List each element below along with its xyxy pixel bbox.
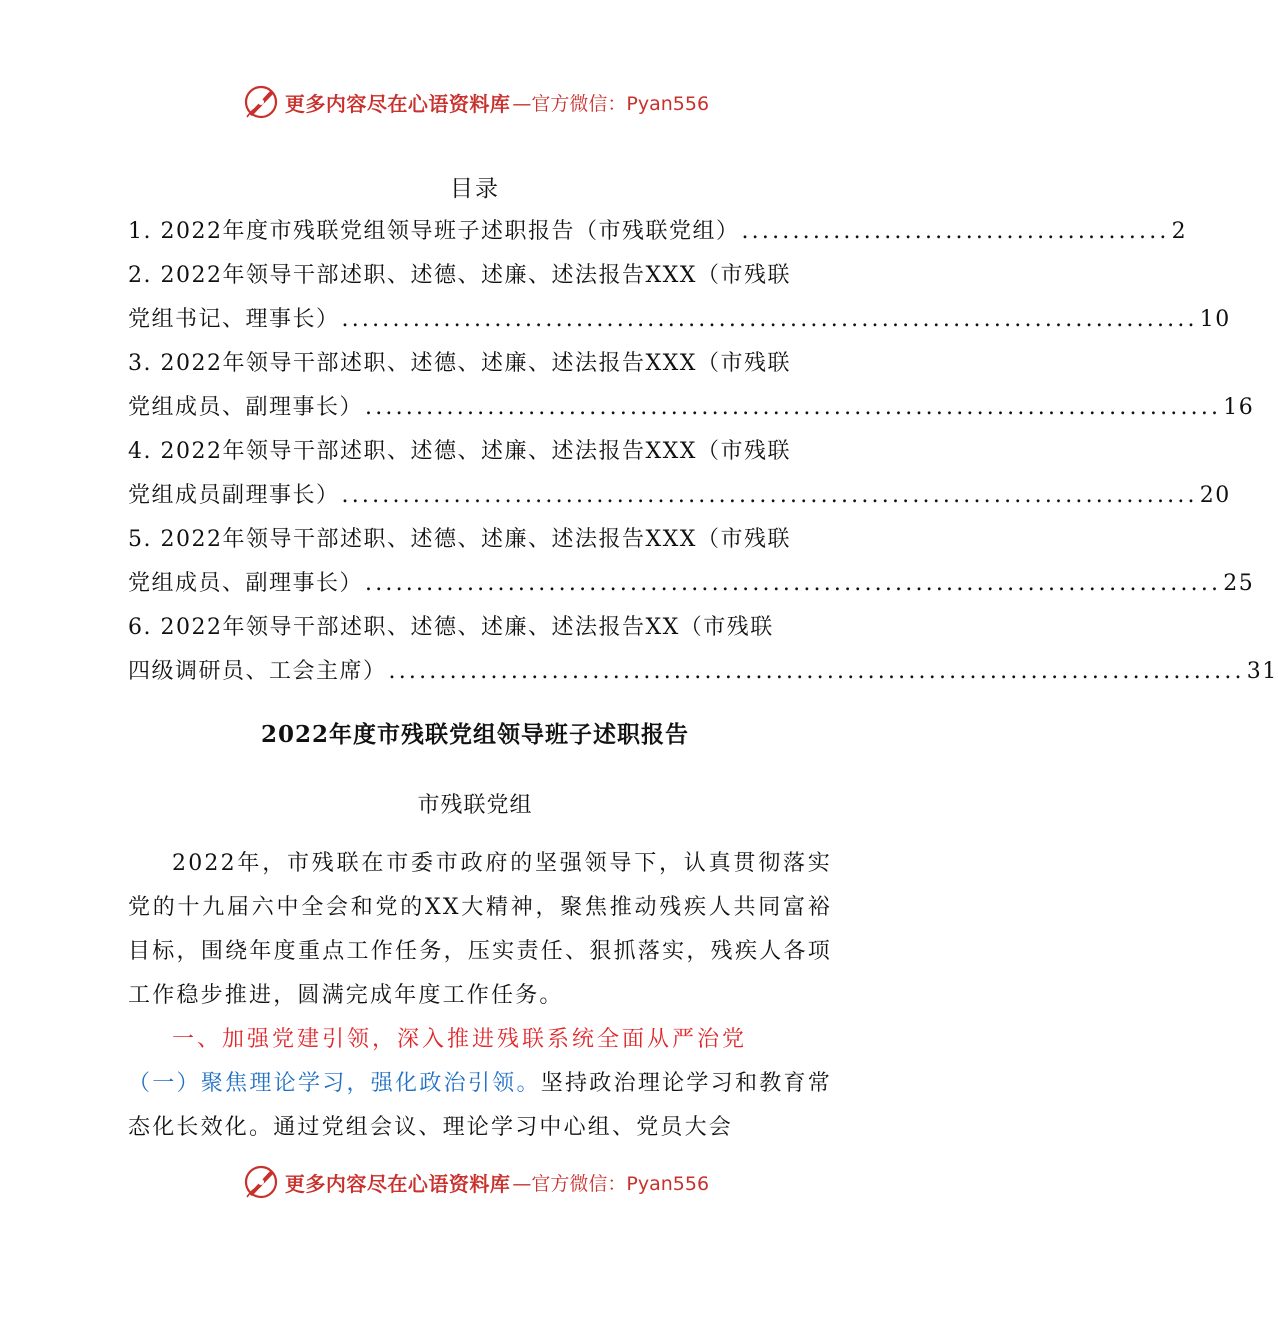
report-title: 2022年度市残联党组领导班子述职报告: [260, 721, 689, 748]
toc-entry-text: 1. 2022年度市残联党组领导班子述职报告（市残联党组）: [128, 219, 740, 244]
toc-page-number: 20: [1199, 483, 1231, 508]
toc-leader-dots: ....................................................................................: [341, 483, 1198, 508]
banner-title: 更多内容尽在心语资料库: [284, 1171, 511, 1196]
section-heading: 一、加强党建引领，深入推进残联系统全面从严治党: [172, 1027, 748, 1052]
toc-page-number: 16: [1223, 395, 1255, 420]
toc-entry-text: 3. 2022年领导干部述职、述德、述廉、述法报告XXX（市残联: [128, 351, 791, 376]
banner-subtitle: —官方微信：Pyan556: [512, 1172, 710, 1195]
toc-leader-dots: ....................................................................................: [341, 307, 1198, 332]
toc-entry-1[interactable]: [128, 210, 1188, 254]
table-of-contents: [128, 210, 1278, 694]
toc-page-number: 31: [1246, 659, 1278, 684]
toc-leader-dots: ....................................................................................: [388, 659, 1245, 684]
toc-entry-6[interactable]: [128, 606, 1278, 694]
toc-page-number: 2: [1171, 219, 1188, 244]
toc-entry-text: 党组成员、副理事长）: [128, 571, 364, 596]
intro-paragraph: 2022年，市残联在市委市政府的坚强领导下，认真贯彻落实党的十九届六中全会和党的XX大精神，聚焦推动残疾人共同富裕目标，围绕年度重点工作任务，压实责任、狠抓落实，残疾人各项工作稳步推进，圆满完成年度工作任务。: [128, 851, 832, 1008]
toc-leader-dots: ....................................................................................: [365, 571, 1222, 596]
toc-page-number: 10: [1199, 307, 1231, 332]
toc-entry-text: 4. 2022年领导干部述职、述德、述廉、述法报告XXX（市残联: [128, 439, 791, 464]
banner-subtitle: —官方微信：Pyan556: [512, 92, 710, 115]
report-author: 市残联党组: [417, 793, 533, 818]
header-banner: [0, 80, 950, 124]
toc-page-number: 25: [1223, 571, 1255, 596]
toc-title: 目录: [450, 176, 500, 202]
subsection-text: 坚持政治理论学习和教育常态化长效化。通过党组会议、理论学习中心组、党员大会: [128, 1071, 832, 1140]
toc-leader-dots: ....................................................................................: [365, 395, 1222, 420]
toc-entry-5[interactable]: [128, 518, 1255, 606]
toc-entry-text: 党组书记、理事长）: [128, 307, 340, 332]
toc-entry-text: 2. 2022年领导干部述职、述德、述廉、述法报告XXX（市残联: [128, 263, 791, 288]
toc-entry-text: 四级调研员、工会主席）: [128, 659, 387, 684]
toc-entry-3[interactable]: [128, 342, 1255, 430]
toc-entry-2[interactable]: [128, 254, 1231, 342]
banner-title: 更多内容尽在心语资料库: [284, 91, 511, 116]
subsection-heading: （一）聚焦理论学习，强化政治引领。: [128, 1071, 541, 1096]
pen-logo-icon: [241, 82, 281, 122]
footer-banner: [0, 1160, 950, 1204]
subsection-paragraph: [128, 1062, 832, 1150]
toc-entry-4[interactable]: [128, 430, 1231, 518]
toc-entry-text: 5. 2022年领导干部述职、述德、述廉、述法报告XXX（市残联: [128, 527, 791, 552]
toc-entry-text: 6. 2022年领导干部述职、述德、述廉、述法报告XX（市残联: [128, 615, 774, 640]
toc-entry-text: 党组成员、副理事长）: [128, 395, 364, 420]
toc-entry-text: 党组成员副理事长）: [128, 483, 340, 508]
toc-leader-dots: ..........................................: [741, 219, 1170, 244]
pen-logo-icon: [241, 1162, 281, 1202]
